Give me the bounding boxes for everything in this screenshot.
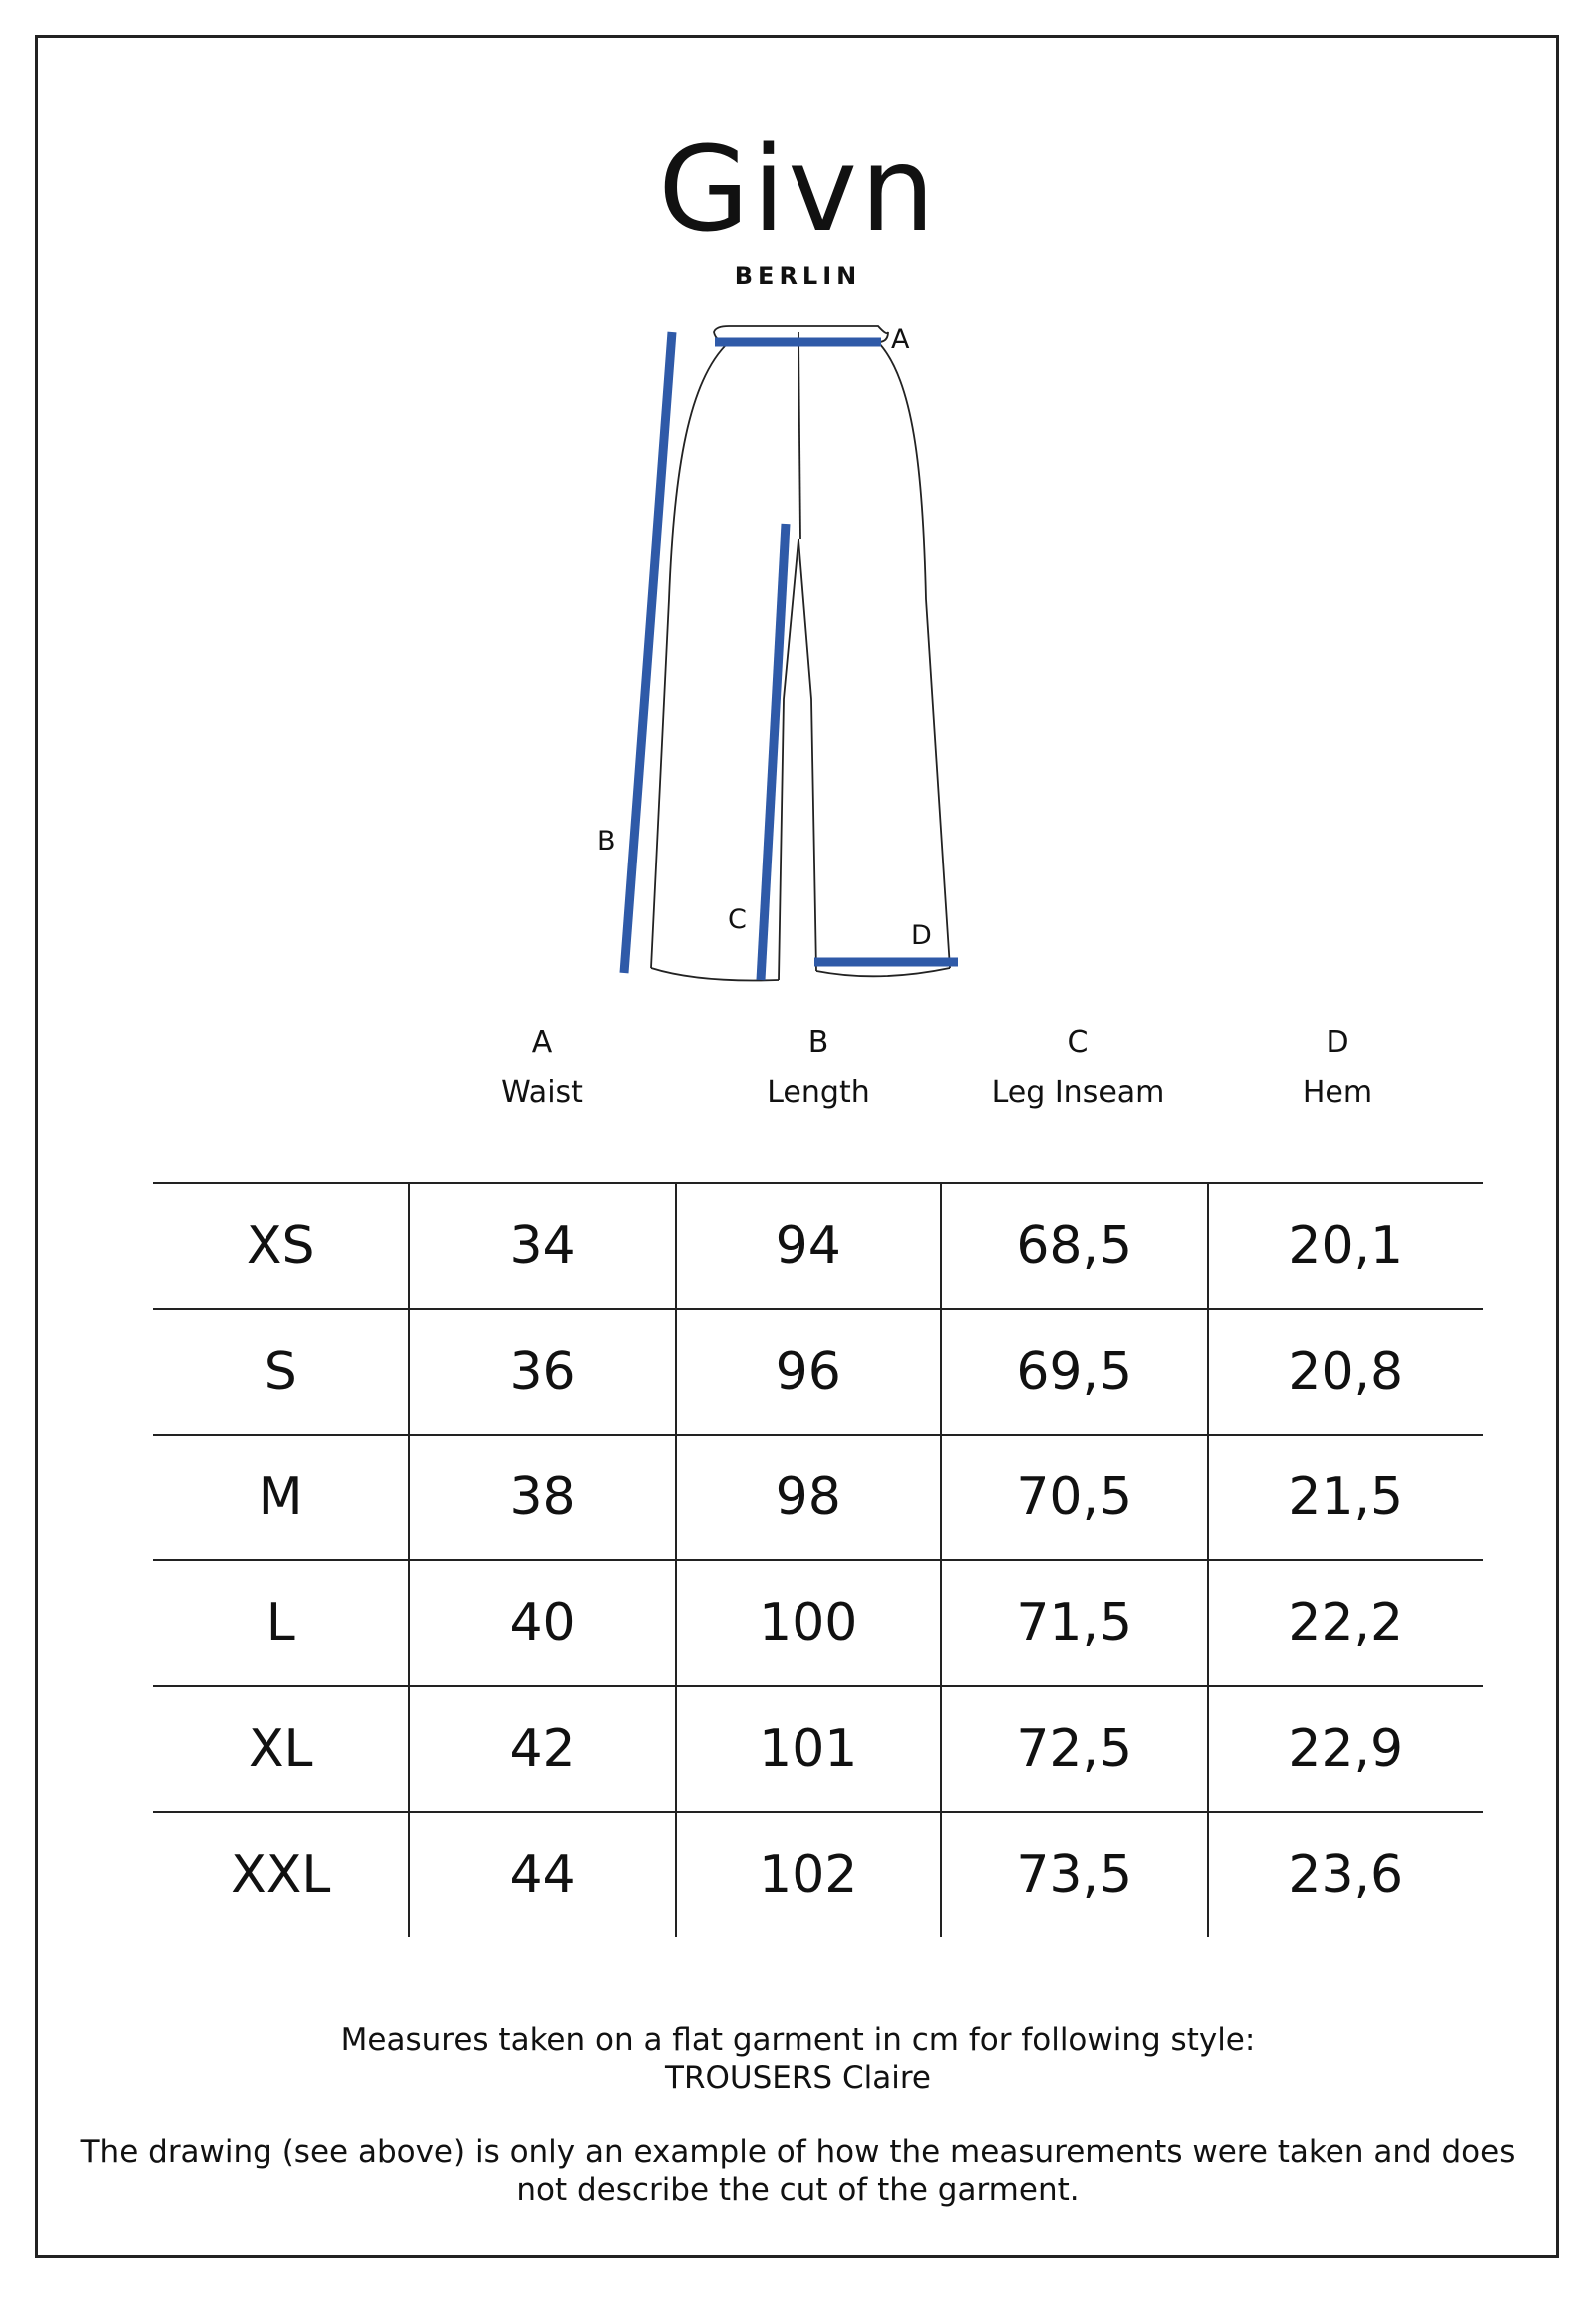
disclaimer-line2: not describe the cut of the garment.	[516, 2172, 1080, 2208]
size-label: XS	[153, 1183, 409, 1309]
hem-value: 23,6	[1208, 1812, 1484, 1937]
table-row	[153, 1309, 1483, 1435]
inseam-value: 68,5	[941, 1183, 1208, 1309]
hem-value: 22,2	[1208, 1560, 1484, 1686]
measures-note-line1: Measures taken on a flat garment in cm for following style:	[340, 2022, 1256, 2058]
trousers-outline	[651, 326, 950, 981]
column-letter-d: D	[1326, 1025, 1349, 1060]
brand-logo-name: Givn	[658, 120, 938, 258]
waist-value: 42	[409, 1686, 675, 1812]
size-label: XL	[153, 1686, 409, 1812]
size-label: S	[153, 1309, 409, 1435]
label-b: B	[597, 826, 616, 857]
inseam-value: 73,5	[941, 1812, 1208, 1937]
measures-note	[60, 2021, 1536, 2097]
inseam-value: 69,5	[941, 1309, 1208, 1435]
waist-value: 44	[409, 1812, 675, 1937]
waist-value: 40	[409, 1560, 675, 1686]
waist-value: 34	[409, 1183, 675, 1309]
column-name-hem: Hem	[1302, 1075, 1373, 1110]
hem-value: 22,9	[1208, 1686, 1484, 1812]
length-measure-line	[624, 332, 672, 973]
disclaimer-line1: The drawing (see above) is only an example of how the measurements were taken and does	[80, 2134, 1516, 2170]
hem-value: 20,8	[1208, 1309, 1484, 1435]
label-c: C	[728, 904, 747, 935]
length-value: 100	[676, 1560, 941, 1686]
column-name-waist: Waist	[501, 1075, 583, 1110]
table-row	[153, 1812, 1483, 1937]
hem-value: 20,1	[1208, 1183, 1484, 1309]
measurement-lines	[624, 332, 958, 980]
size-label: XXL	[231, 1845, 331, 1905]
hem-value: 21,5	[1208, 1435, 1484, 1560]
column-name-length: Length	[767, 1075, 870, 1110]
table-row	[153, 1183, 1483, 1309]
size-table	[153, 1182, 1483, 1937]
table-row	[153, 1560, 1483, 1686]
table-row	[153, 1435, 1483, 1560]
table-row	[153, 1686, 1483, 1812]
inseam-value: 72,5	[941, 1686, 1208, 1812]
waist-value: 36	[409, 1309, 675, 1435]
brand-logo-city: BERLIN	[734, 262, 862, 289]
trousers-measurement-diagram	[0, 0, 1596, 1008]
length-value: 101	[676, 1686, 941, 1812]
length-value: 98	[676, 1435, 941, 1560]
label-d: D	[911, 920, 932, 951]
length-value: 102	[676, 1812, 941, 1937]
size-label: M	[153, 1435, 409, 1560]
inseam-value: 71,5	[941, 1560, 1208, 1686]
length-value: 94	[676, 1183, 941, 1309]
column-letter-b: B	[807, 1025, 829, 1060]
disclaimer-note	[60, 2133, 1536, 2209]
size-label: L	[153, 1560, 409, 1686]
column-letter-a: A	[531, 1025, 553, 1060]
inseam-value: 70,5	[941, 1435, 1208, 1560]
length-value: 96	[676, 1309, 941, 1435]
waist-value: 38	[409, 1435, 675, 1560]
measures-note-style: TROUSERS Claire	[665, 2060, 931, 2096]
column-name-leg-inseam: Leg Inseam	[991, 1075, 1165, 1110]
label-a: A	[891, 324, 910, 355]
column-letter-c: C	[1067, 1025, 1089, 1060]
